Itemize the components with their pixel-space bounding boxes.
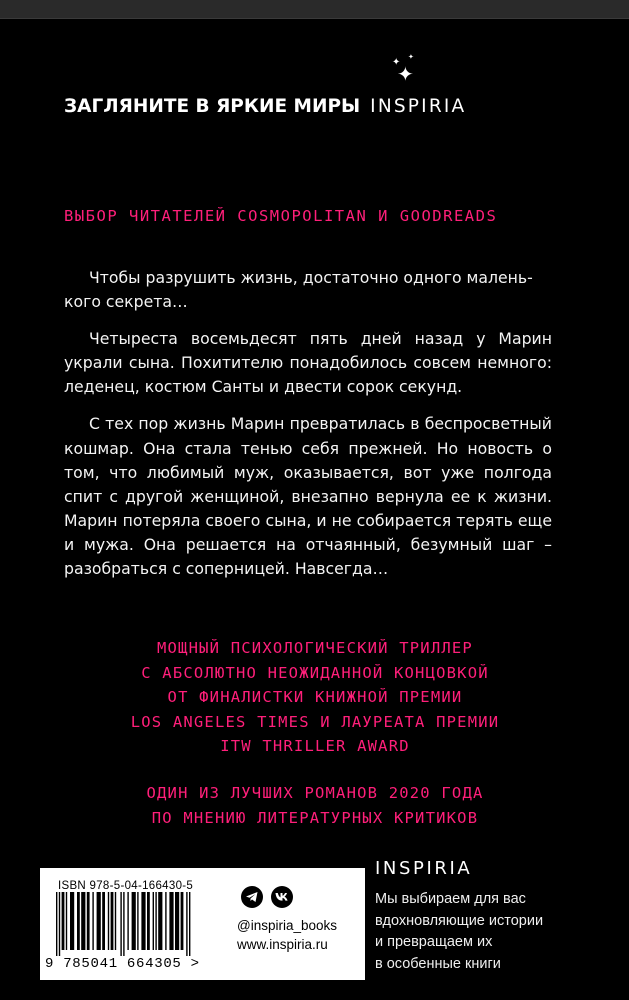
paragraph: Чтобы разрушить жизнь, достаточно одного малень-кого секрета… bbox=[64, 268, 533, 312]
header bbox=[64, 96, 466, 126]
promo-line: ОДИН ИЗ ЛУЧШИХ РОМАНОВ 2020 ГОДА bbox=[146, 784, 484, 802]
social-icons bbox=[241, 886, 293, 908]
header-brand: INSPIRIA bbox=[370, 96, 467, 117]
sparkle-tiny-icon: ✦ bbox=[408, 53, 414, 61]
publisher-brand: INSPIRIA bbox=[375, 858, 473, 879]
barcode-image bbox=[46, 892, 226, 956]
vk-icon[interactable] bbox=[271, 886, 293, 908]
barcode-digits: 9 785041 664305 > bbox=[45, 956, 200, 972]
top-edge-strip bbox=[0, 0, 629, 19]
sparkle-small-icon: ✦ bbox=[392, 57, 401, 68]
publisher-tagline bbox=[375, 889, 620, 975]
tagline-line: и превращаем их bbox=[375, 934, 493, 950]
promo-line: С АБСОЛЮТНО НЕОЖИДАННОЙ КОНЦОВКОЙ bbox=[141, 663, 489, 682]
sparkle-large-icon: ✦ bbox=[397, 62, 414, 86]
promo-block-thriller bbox=[40, 636, 590, 759]
promo-line: МОЩНЫЙ ПСИХОЛОГИЧЕСКИЙ ТРИЛЛЕР bbox=[157, 639, 473, 657]
annotation-text bbox=[64, 266, 552, 594]
paragraph: С тех пор жизнь Марин превратилась в беспросветный кошмар. Она стала тенью себя прежней. Но новость о том, что любимый муж, оказывается, вот уже полгода спит с другой женщиной, внезапно вернула ее к жизни. Марин потеряла своего сына, и не собирается терять еще и мужа. Она решается на отчаянный, безумный шаг – разобраться с соперницей. Навсегда… bbox=[64, 414, 552, 579]
website-link[interactable]: www.inspiria.ru bbox=[237, 937, 328, 952]
tagline-line: Мы выбираем для вас bbox=[375, 891, 526, 907]
promo-line: ПО МНЕНИЮ ЛИТЕРАТУРНЫХ КРИТИКОВ bbox=[151, 808, 479, 827]
paragraph: Четыреста восемьдесят пять дней назад у Марин украли сына. Похитителю понадобилось совсем немного: леденец, костюм Санты и двести сорок секунд. bbox=[64, 329, 552, 397]
header-slogan: ЗАГЛЯНИТЕ В ЯРКИЕ МИРЫ bbox=[64, 96, 361, 117]
readers-choice-label: ВЫБОР ЧИТАТЕЛЕЙ COSMOPOLITAN И GOODREADS bbox=[64, 207, 498, 225]
isbn-label: ISBN 978-5-04-166430-5 bbox=[58, 880, 194, 892]
tagline-line: в особенные книги bbox=[375, 955, 501, 972]
promo-line: LOS ANGELES TIMES И ЛАУРЕАТА ПРЕМИИ bbox=[130, 712, 500, 731]
barcode-panel bbox=[40, 868, 365, 980]
telegram-icon[interactable] bbox=[241, 886, 263, 908]
social-handle[interactable]: @inspiria_books bbox=[237, 918, 338, 933]
promo-block-critics bbox=[40, 781, 590, 830]
promo-line: ОТ ФИНАЛИСТКИ КНИЖНОЙ ПРЕМИИ bbox=[167, 688, 463, 706]
promo-line: ITW THRILLER AWARD bbox=[220, 737, 410, 755]
tagline-line: вдохновляющие истории bbox=[375, 912, 544, 929]
